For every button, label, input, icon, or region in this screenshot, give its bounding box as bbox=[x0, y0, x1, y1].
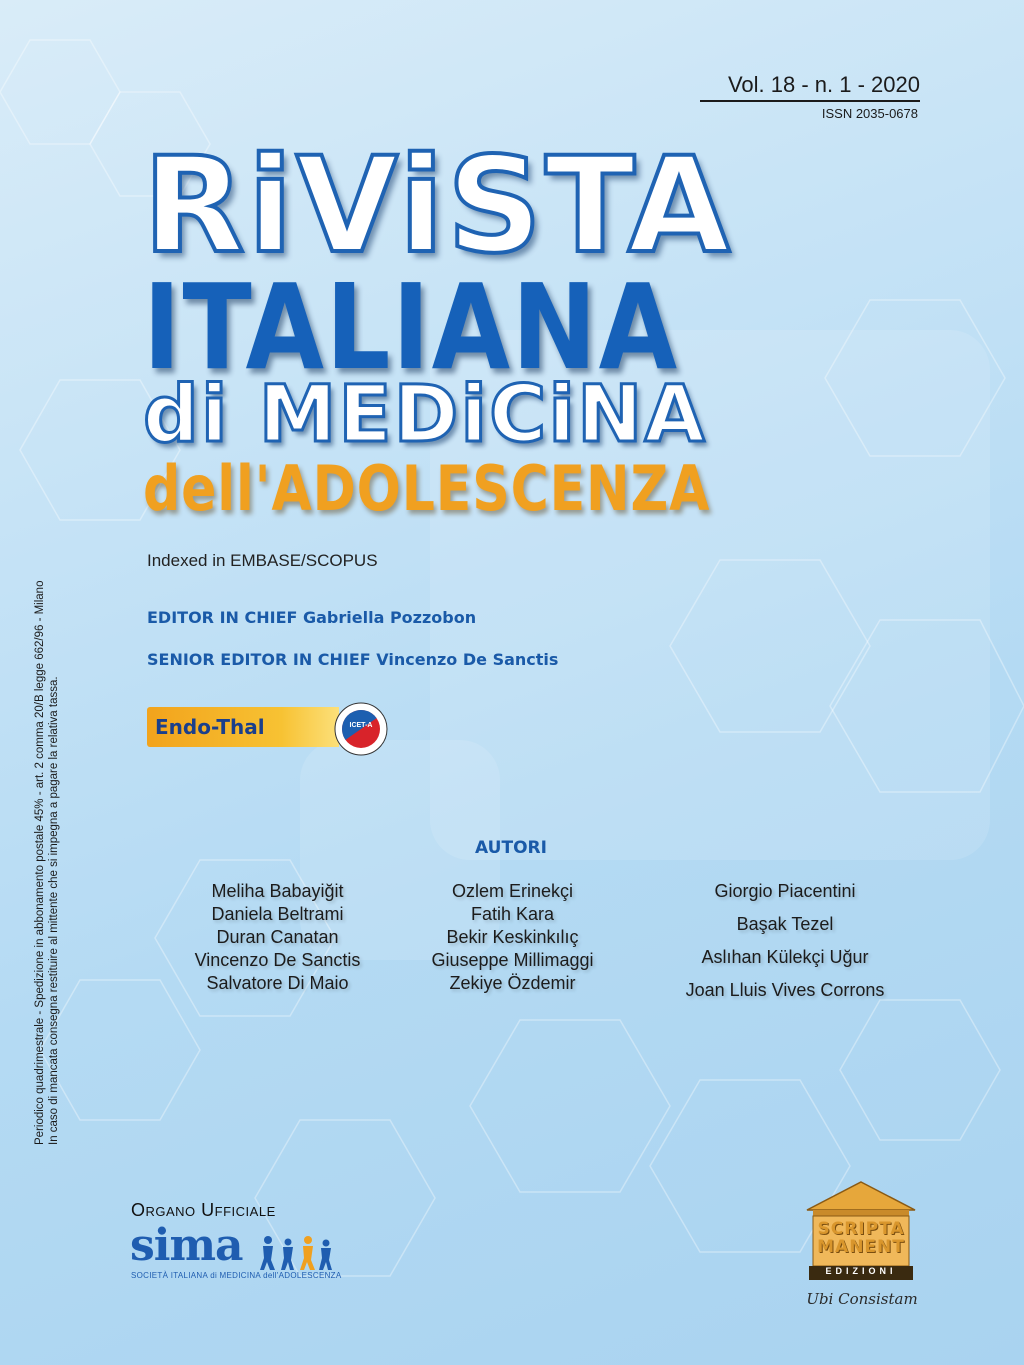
publisher-name bbox=[808, 1220, 914, 1256]
author-name: Duran Canatan bbox=[216, 927, 339, 947]
author-name: Fatih Kara bbox=[470, 904, 555, 924]
author-name: Ozlem Erinekçi bbox=[451, 881, 574, 901]
publisher-name-line-2: MANENT bbox=[817, 1237, 905, 1257]
issn-label: ISSN 2035-0678 bbox=[821, 106, 918, 121]
title-line-medicina: di MEDiCiNA bbox=[143, 370, 707, 460]
author-name: Bekir Keskinkılıç bbox=[446, 927, 579, 947]
publisher-edizioni: EDIZIONI bbox=[825, 1266, 897, 1276]
sima-children-icon bbox=[258, 1234, 336, 1270]
author-name: Aslıhan Külekçi Uğur bbox=[701, 947, 869, 967]
postal-notice-line-2: In caso di mancata consegna restituire al mittente che si impegna a pagare la relativa tassa. bbox=[48, 676, 60, 1145]
postal-notice-line-1: Periodico quadrimestrale - Spedizione in abbonamento postale 45% - art. 2 comma 20/B legge 662/96 - Milano bbox=[34, 580, 46, 1145]
editor-in-chief: EDITOR IN CHIEF Gabriella Pozzobon bbox=[147, 608, 477, 627]
volume-label: Vol. 18 - n. 1 - 2020 bbox=[700, 72, 920, 102]
postal-notice bbox=[33, 580, 61, 1145]
author-name: Başak Tezel bbox=[736, 914, 834, 934]
endo-thal-label: Endo-Thal bbox=[155, 715, 265, 739]
authors-column-1 bbox=[170, 880, 385, 995]
icet-a-badge-text: ICET-A bbox=[349, 722, 373, 729]
author-name: Zekiye Özdemir bbox=[449, 973, 576, 993]
sima-logo-text: sima bbox=[130, 1220, 243, 1271]
author-name: Daniela Beltrami bbox=[211, 904, 344, 924]
author-name: Giuseppe Millimaggi bbox=[431, 950, 594, 970]
author-name: Vincenzo De Sanctis bbox=[194, 950, 361, 970]
authors-column-3 bbox=[665, 875, 905, 1007]
author-name: Salvatore Di Maio bbox=[206, 973, 349, 993]
sima-subtitle: SOCIETÀ ITALIANA di MEDICINA dell'ADOLESCENZA bbox=[131, 1271, 342, 1280]
author-name: Giorgio Piacentini bbox=[714, 881, 856, 901]
author-name: Meliha Babayiğit bbox=[211, 881, 344, 901]
title-line-italiana: ITALIANA bbox=[143, 258, 679, 396]
authors-heading: AUTORI bbox=[475, 838, 547, 858]
publisher-motto: Ubi Consistam bbox=[806, 1290, 918, 1308]
title-line-adolescenza: dell'ADOLESCENZA bbox=[143, 452, 711, 525]
indexed-note: Indexed in EMBASE/SCOPUS bbox=[147, 551, 378, 570]
sima-logo bbox=[130, 1220, 243, 1271]
publisher-name-line-1: SCRIPTA bbox=[817, 1219, 905, 1239]
title-line-rivista: RiViSTA bbox=[143, 129, 733, 283]
author-name: Joan Lluis Vives Corrons bbox=[685, 980, 885, 1000]
senior-editor-in-chief: SENIOR EDITOR IN CHIEF Vincenzo De Sanctis bbox=[147, 650, 559, 669]
icet-a-logo-icon bbox=[334, 702, 388, 756]
authors-column-2 bbox=[400, 880, 625, 995]
official-organ-label: Organo Ufficiale bbox=[131, 1200, 276, 1220]
